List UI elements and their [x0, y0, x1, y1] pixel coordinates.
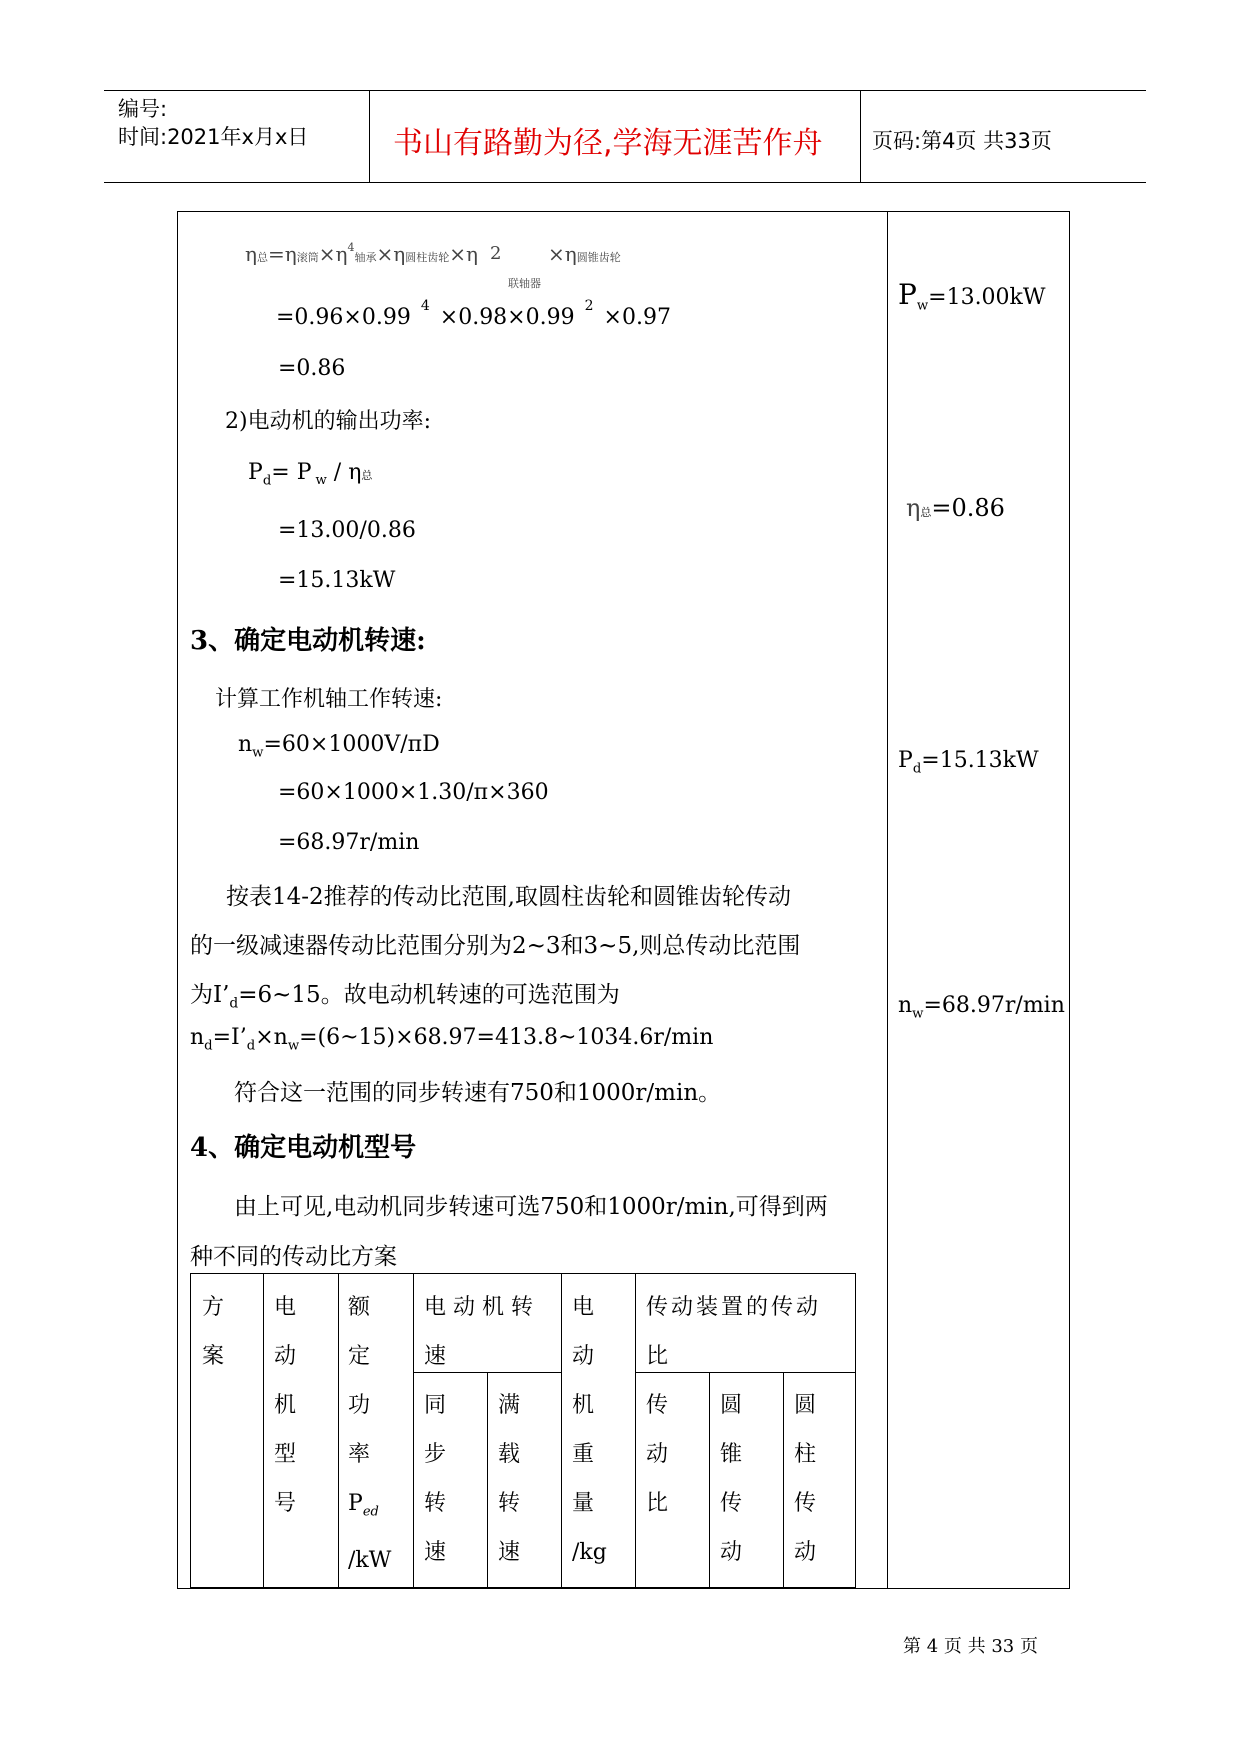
table-col-spur: 圆 柱 传 动 — [794, 1393, 817, 1565]
content-top-border — [177, 211, 1070, 212]
header-divider-right — [860, 90, 861, 182]
nw-line-2: =60×1000×1.30/π×360 — [278, 780, 549, 805]
header-divider-left — [369, 90, 370, 182]
header-motto: 书山有路勤为径,学海无涯苦作舟 — [393, 126, 823, 161]
paragraph-1-line-1: 按表14-2推荐的传动比范围,取圆柱齿轮和圆锥齿轮传动 — [226, 884, 791, 910]
header-time-label: 时间:2021年x月x日 — [118, 125, 309, 149]
pd-formula: $P_d= P$ $_w$ / η总 — [248, 460, 373, 489]
table-col-motor-speed: 电 动 机 转 速 — [424, 1295, 533, 1369]
nd-formula: $n_d=I’_d\times n_w=(6\sim 15)\times 68.97=413.8\sim 1034.6r/\min$ — [190, 1025, 714, 1054]
table-col-sync-speed: 同 步 转 速 — [424, 1393, 447, 1565]
content-left-border — [177, 211, 178, 1588]
header-serial-label: 编号: — [118, 97, 168, 121]
table-col-ratio: 传 动 比 — [646, 1393, 669, 1516]
side-eta: η总=0.86 — [906, 494, 1005, 522]
nw-formula: $n_w=60\times 1000V/\pi D$ — [238, 732, 440, 761]
subheading-output-power: 2)电动机的输出功率: — [225, 409, 431, 434]
paragraph-1-line-2: 的一级减速器传动比范围分别为2~3和3~5,则总传动比范围 — [190, 933, 801, 959]
content-middle-border — [887, 211, 888, 1588]
nw-line-3: =68.97r/min — [278, 830, 420, 855]
table-col-full-load-speed: 满 载 转 速 — [498, 1393, 521, 1565]
footer-page-number: 第 4 页 共 33 页 — [903, 1636, 1038, 1657]
eta-line-2: =0.96×0.99 $^4$ ×0.98×0.99 $^2$ ×0.97 — [276, 298, 671, 330]
table-col-motor-weight: 电 动 机 重 量 /kg — [572, 1295, 607, 1565]
side-pd: $P_d=15.13kW$ — [898, 748, 1039, 777]
motor-selection-table — [190, 1273, 856, 1588]
header-page-label: 页码:第4页 共33页 — [872, 129, 1052, 153]
section-4-heading: 4、确定电动机型号 — [190, 1133, 417, 1163]
header-bottom-rule — [104, 182, 1146, 183]
paragraph-2: 符合这一范围的同步转速有750和1000r/min。 — [234, 1080, 722, 1106]
table-col-transmission-ratio: 传动装置的传动 比 — [646, 1295, 822, 1369]
paragraph-3-line-2: 种不同的传动比方案 — [190, 1244, 397, 1270]
eta-line-3: =0.86 — [278, 356, 346, 381]
table-col-bevel: 圆 锥 传 动 — [720, 1393, 743, 1565]
content-right-border — [1069, 211, 1070, 1588]
eta-formula: η总=η滚筒$\times\eta^4$轴承×η圆柱齿轮×η 2 联轴器 ×η圆锥齿轮 — [245, 241, 621, 290]
table-col-scheme: 方 案 — [202, 1295, 225, 1369]
pd-line-2: =13.00/0.86 — [278, 518, 416, 543]
pd-line-3: =15.13kW — [278, 568, 396, 593]
side-nw: $n_w=68.97r/\min$ — [898, 993, 1065, 1022]
side-pw: $P_w=13.00kW$ — [898, 278, 1046, 314]
table-col-motor-model: 电 动 机 型 号 — [274, 1295, 297, 1516]
section-3-heading: 3、确定电动机转速: — [190, 626, 426, 656]
calc-label: 计算工作机轴工作转速: — [215, 687, 443, 712]
paragraph-1-line-3: 为$I’_d=6\sim 15$。故电动机转速的可选范围为 — [190, 982, 620, 1012]
content-bottom-border — [177, 1588, 1070, 1589]
header-top-rule — [104, 90, 1146, 91]
paragraph-3-line-1: 由上可见,电动机同步转速可选750和1000r/min,可得到两 — [234, 1194, 828, 1220]
table-col-rated-power: 额 定 功 率 $P_{ed}$ /kW — [348, 1295, 392, 1574]
